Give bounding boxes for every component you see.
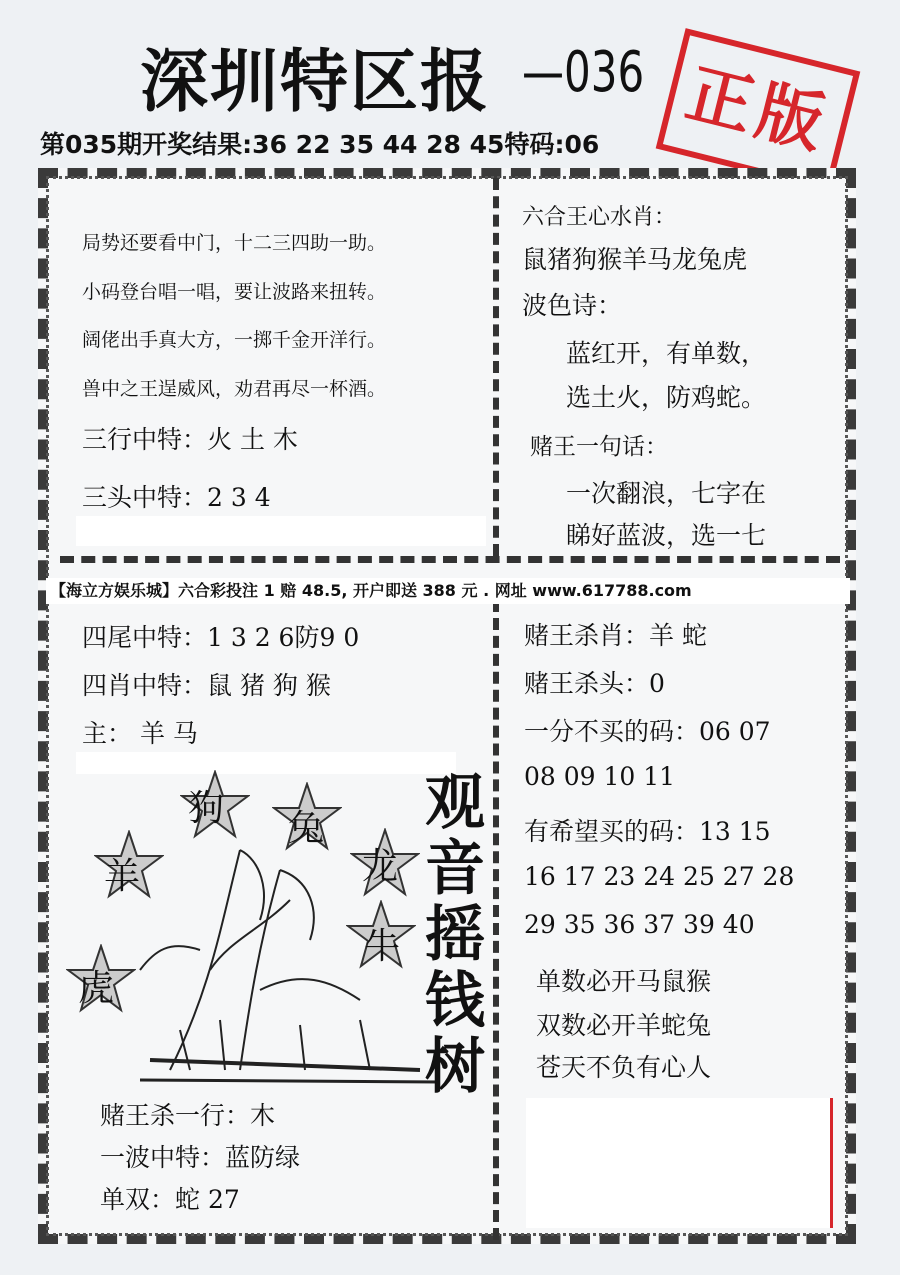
zodiac-label-dragon: 龙 (362, 846, 399, 887)
zodiac-label-tiger: 虎 (78, 968, 115, 1009)
xinshui-label: 六合王心水肖： (522, 205, 677, 230)
duwang-line-1: 一次翻浪，七字在 (566, 479, 767, 508)
xiwang-label: 有希望买的码：13 15 (524, 817, 771, 846)
sanxing-prediction: 三行中特：火 土 木 (82, 425, 298, 454)
danshuang-prediction: 单双：蛇 27 (100, 1185, 240, 1214)
poem-line-2: 小码登台唱一唱，要让波路来扭转。 (82, 281, 387, 303)
siwei-prediction: 四尾中特：1 3 2 6防9 0 (82, 623, 360, 652)
bose-line-2: 选土火，防鸡蛇。 (566, 383, 767, 412)
zodiac-label-sheep: 羊 (104, 856, 141, 897)
authentic-stamp: 正版 (656, 28, 861, 192)
xinshui-value: 鼠猪狗猴羊马龙兔虎 (522, 245, 748, 274)
bottom-column-divider (493, 600, 509, 1240)
zodiac-label-dog: 狗 (188, 788, 225, 829)
santou-prediction: 三头中特：2 3 4 (82, 483, 271, 512)
bumai-continued: 08 09 10 11 (524, 762, 676, 791)
duwang-line-2: 睇好蓝波，选一七 (566, 521, 767, 550)
shaxiao-prediction: 赌王杀肖：羊 蛇 (524, 621, 707, 650)
duwang-label: 赌王一句话： (530, 434, 668, 460)
shayixing-prediction: 赌王杀一行：木 (100, 1101, 276, 1130)
top-column-divider (493, 178, 509, 556)
closing-line-1: 单数必开马鼠猴 (536, 967, 712, 996)
poem-line-4: 兽中之王逞威风，劝君再尽一杯酒。 (82, 378, 387, 400)
zodiac-label-ox: 牛 (364, 926, 401, 967)
closing-line-3: 苍天不负有心人 (536, 1053, 712, 1082)
shatou-prediction: 赌王杀头：0 (524, 669, 665, 698)
closing-line-2: 双数必开羊蛇兔 (536, 1011, 712, 1040)
yibo-prediction: 一波中特：蓝防绿 (100, 1143, 301, 1172)
zodiac-label-rabbit: 兔 (288, 808, 325, 849)
bose-label: 波色诗： (522, 291, 623, 320)
draw-result-line: 第035期开奖结果:36 22 35 44 28 45特码:06 (40, 130, 600, 159)
xiwang-line-2: 16 17 23 24 25 27 28 (524, 862, 795, 891)
poem-line-3: 阔佬出手真大方，一掷千金开洋行。 (82, 329, 387, 351)
blank-box-bottom (526, 1098, 833, 1228)
calligraphy-title: 观 音 摇 钱 树 (425, 768, 485, 1102)
bose-line-1: 蓝红开，有单数， (566, 339, 767, 368)
zhu-prediction: 主： 羊 马 (82, 719, 198, 748)
issue-number: —036 (522, 40, 645, 105)
xiwang-line-3: 29 35 36 37 39 40 (524, 910, 755, 939)
blank-box (76, 516, 486, 546)
sixiao-prediction: 四肖中特：鼠 猪 狗 猴 (82, 671, 331, 700)
section-divider (60, 556, 840, 563)
newspaper-title: 深圳特区报 (140, 43, 491, 122)
bumai-label: 一分不买的码：06 07 (524, 717, 771, 746)
ad-banner[interactable]: 【海立方娱乐城】六合彩投注 1 赔 48.5, 开户即送 388 元 . 网址 www.617788.com (46, 578, 850, 604)
poem-line-1: 局势还要看中门，十二三四助一助。 (82, 232, 387, 254)
